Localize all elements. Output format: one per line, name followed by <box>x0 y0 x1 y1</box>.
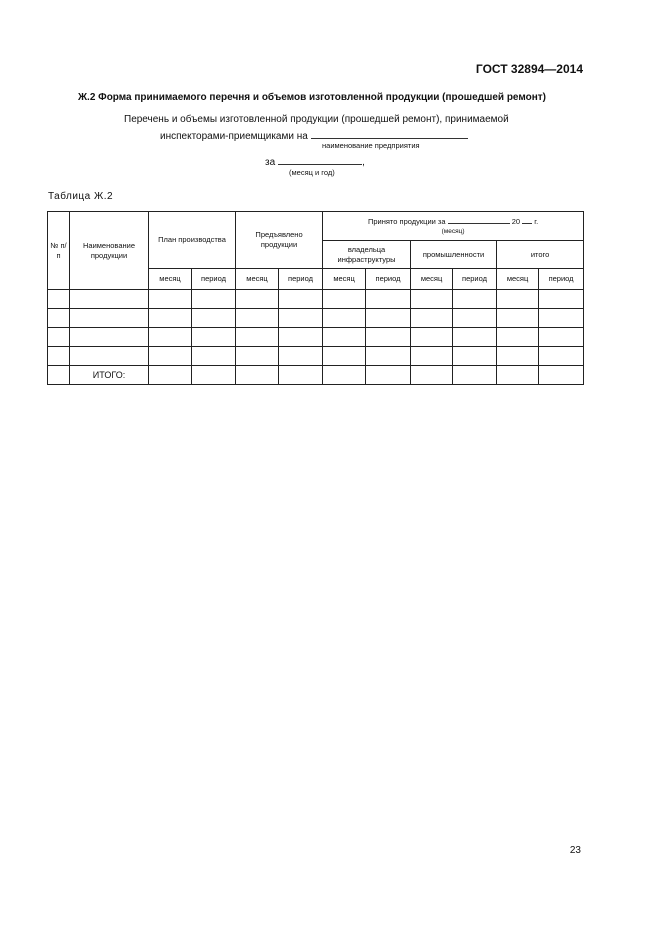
presented-month: месяц <box>236 269 279 290</box>
industry-period: период <box>453 269 497 290</box>
accepted-suffix: г. <box>534 217 539 226</box>
section-heading: Ж.2 Форма принимаемого перечня и объемов изготовленной продукции (прошедшей ремонт) <box>78 92 547 103</box>
presented-period: период <box>279 269 323 290</box>
owner-month: месяц <box>323 269 366 290</box>
header-presented: Предъявлено продукции <box>236 212 323 269</box>
accepted-hint: (месяц) <box>441 228 465 235</box>
header-industry: промышленности <box>411 241 497 269</box>
accepted-year-blank <box>522 216 532 224</box>
header-accepted <box>323 212 584 241</box>
total-row-label: ИТОГО: <box>70 366 149 385</box>
owner-period: период <box>366 269 411 290</box>
header-owner: владельца инфраструктуры <box>323 241 411 269</box>
enterprise-hint: наименование предприятия <box>322 141 420 150</box>
table-row <box>48 347 584 366</box>
standard-number: ГОСТ 32894—2014 <box>475 62 583 76</box>
enterprise-blank <box>311 129 468 139</box>
total-row <box>48 366 584 385</box>
intro-line-3-text: за <box>265 157 276 168</box>
accepted-month-blank <box>448 216 510 224</box>
accepted-year: 20 <box>511 217 521 226</box>
total-period: период <box>539 269 584 290</box>
table-row <box>48 290 584 309</box>
header-row-1 <box>48 212 584 241</box>
table-row <box>48 309 584 328</box>
table-row <box>48 328 584 347</box>
page-number: 23 <box>569 845 581 856</box>
header-num: № п/п <box>48 212 70 290</box>
header-product-name: Наименование продукции <box>70 212 149 290</box>
intro-line-2 <box>160 129 468 142</box>
industry-month: месяц <box>411 269 453 290</box>
total-month: месяц <box>497 269 539 290</box>
period-hint: (месяц и год) <box>289 168 335 177</box>
header-plan: План производства <box>149 212 236 269</box>
acceptance-table <box>47 211 584 385</box>
period-blank <box>278 155 362 165</box>
table-caption: Таблица Ж.2 <box>48 191 114 202</box>
intro-line-2-text: инспекторами-приемщиками на <box>160 131 308 142</box>
header-total: итого <box>497 241 584 269</box>
intro-line-3: за , <box>265 157 365 168</box>
accepted-prefix: Принято продукции за <box>367 217 446 226</box>
plan-period: период <box>192 269 236 290</box>
intro-line-1: Перечень и объемы изготовленной продукции (прошедшей ремонт), принимаемой <box>124 114 509 125</box>
plan-month: месяц <box>149 269 192 290</box>
